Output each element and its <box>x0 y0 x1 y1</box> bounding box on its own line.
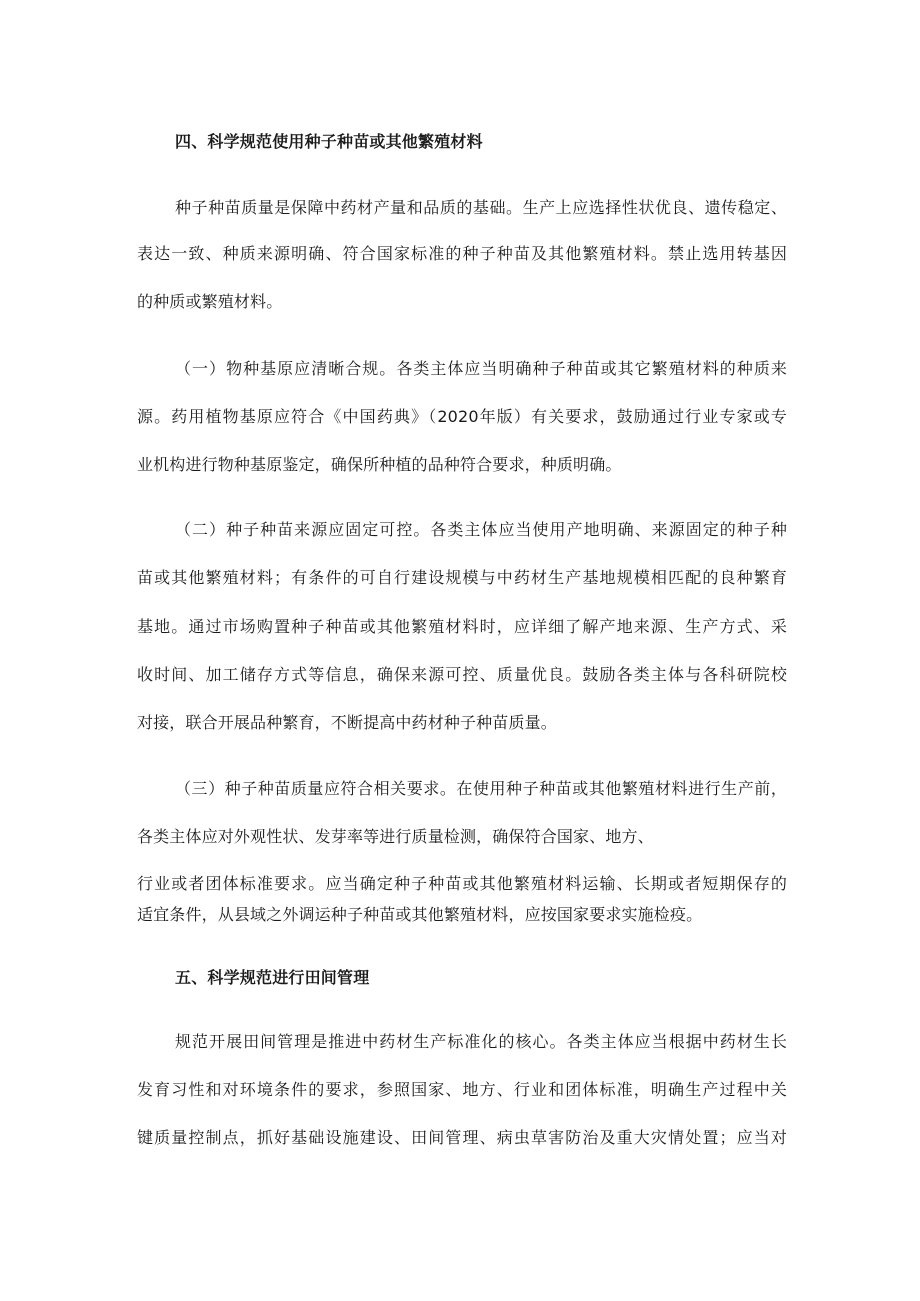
paragraph-line: 种子种苗质量是保障中药材产量和品质的基础。生产上应选择性状优良、遗传稳定、 <box>175 198 787 217</box>
paragraph-line: 业机构进行物种基原鉴定，确保所种植的品种符合要求，种质明确。 <box>137 455 622 474</box>
paragraph-line: 源。药用植物基原应符合《中国药典》（2020年版）有关要求，鼓励通过行业专家或专 <box>137 407 787 426</box>
paragraph-line: 发育习性和对环境条件的要求，参照国家、地方、行业和团体标准，明确生产过程中关 <box>137 1080 787 1099</box>
paragraph-line: （一）物种基原应清晰合规。各类主体应当明确种子种苗或其它繁殖材料的种质来 <box>175 359 787 378</box>
paragraph-line: 行业或者团体标准要求。应当确定种子种苗或其他繁殖材料运输、长期或者短期保存的 <box>137 874 787 893</box>
paragraph-line: 收时间、加工储存方式等信息，确保来源可控、质量优良。鼓励各类主体与各科研院校 <box>137 665 787 684</box>
paragraph-line: 规范开展田间管理是推进中药材生产标准化的核心。各类主体应当根据中药材生长 <box>175 1032 787 1051</box>
paragraph-line: （二）种子种苗来源应固定可控。各类主体应当使用产地明确、来源固定的种子种 <box>175 520 787 539</box>
paragraph-line: 各类主体应对外观性状、发芽率等进行质量检测，确保符合国家、地方、 <box>137 827 654 846</box>
section-heading-5: 五、科学规范进行田间管理 <box>175 968 370 987</box>
paragraph-line: 苗或其他繁殖材料；有条件的可自行建设规模与中药材生产基地规模相匹配的良种繁育 <box>137 568 787 587</box>
section-heading-4: 四、科学规范使用种子种苗或其他繁殖材料 <box>175 132 483 151</box>
paragraph-line: 对接，联合开展品种繁育，不断提高中药材种子种苗质量。 <box>137 713 557 732</box>
paragraph-line: 键质量控制点，抓好基础设施建设、田间管理、病虫草害防治及重大灾情处置；应当对 <box>137 1128 787 1147</box>
paragraph-line: 表达一致、种质来源明确、符合国家标准的种子种苗及其他繁殖材料。禁止选用转基因 <box>137 244 787 263</box>
paragraph-line: （三）种子种苗质量应符合相关要求。在使用种子种苗或其他繁殖材料进行生产前， <box>175 779 787 798</box>
paragraph-line: 的种质或繁殖材料。 <box>137 292 283 311</box>
paragraph-line: 适宜条件，从县域之外调运种子种苗或其他繁殖材料，应按国家要求实施检疫。 <box>137 905 703 924</box>
paragraph-line: 基地。通过市场购置种子种苗或其他繁殖材料时，应详细了解产地来源、生产方式、采 <box>137 617 787 636</box>
